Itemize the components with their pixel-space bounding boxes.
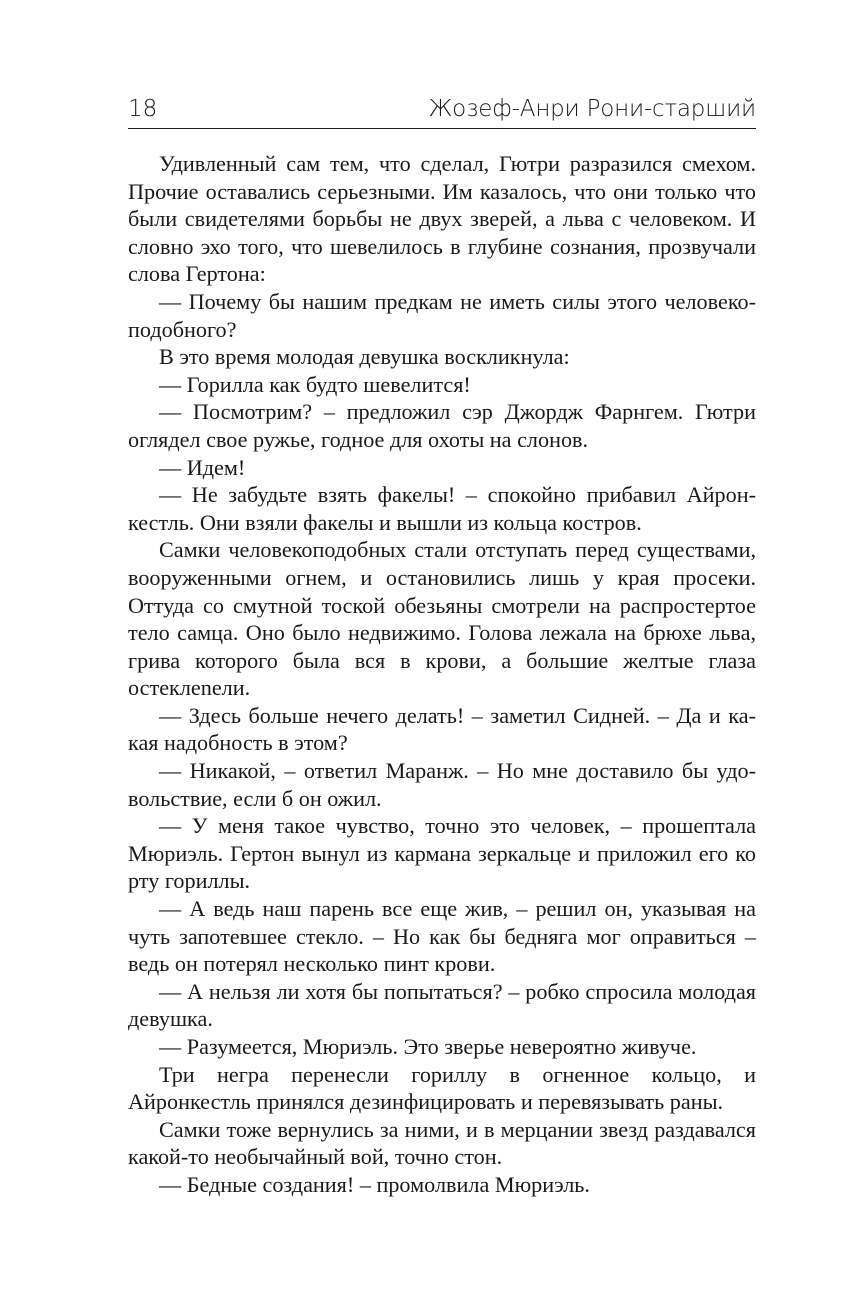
paragraph: В это время молодая девушка воскликнула: xyxy=(159,344,570,370)
text-body xyxy=(128,150,756,1199)
paragraph: — Не забудьте взять факелы! – спокойно прибавил Айронкестль. Они взяли факелы и вышли из кольца костров. xyxy=(128,482,756,535)
paragraph: — Здесь больше нечего делать! – заметил Сидней. – Да и какая надобность в этом? xyxy=(128,702,756,756)
book-author: Жозеф-Анри Рони-старший xyxy=(428,96,756,122)
running-header xyxy=(128,90,756,129)
paragraph: Самки тоже вернулись за ними, и в мерцании звезд раздавался какой-то необычайный вой, точно стон. xyxy=(128,1116,756,1170)
paragraph: — А ведь наш парень все еще жив, – решил он, указывая на чуть запотевшее стекло. – Но как бы бедняга мог оправиться – ведь он потерял несколько пинт крови. xyxy=(128,896,756,977)
paragraph: — А нельзя ли хотя бы попытаться? – робко спросила молодая девушка. xyxy=(128,978,756,1032)
paragraph: — Почему бы нашим предкам не иметь силы этого человекоподобного? xyxy=(128,288,756,342)
paragraph: — Бедные создания! – промолвила Мюриэль. xyxy=(159,1171,590,1197)
paragraph: — Никакой, – ответил Маранж. – Но мне доставило бы удовольствие, если б он ожил. xyxy=(128,758,756,811)
paragraph: — Посмотрим? – предложил сэр Джордж Фарнгем. Гютри оглядел свое ружье, годное для охоты на слонов. xyxy=(128,399,756,452)
paragraph: — Горилла как будто шевелится! xyxy=(159,371,471,397)
paragraph: — У меня такое чувство, точно это человек, – прошептала Мюриэль. Гертон вынул из кармана зеркальце и приложил его ко рту гориллы. xyxy=(128,813,756,894)
paragraph: Удивленный сам тем, что сделал, Гютри разразился смехом. Прочие оставались серьезными. Им казалось, что они только что были свидетелями борьбы не двух зверей, а льва с человеком. И словно эхо того, что шевелилось в глубине сознания, прозвучали слова Гертона: xyxy=(128,151,756,287)
page-number: 18 xyxy=(128,96,158,122)
paragraph: Три негра перенесли гориллу в огненное кольцо, и Айронкестль принялся дезинфицировать и перевязывать раны. xyxy=(128,1061,756,1115)
paragraph: — Идем! xyxy=(159,454,246,480)
paragraph: — Разумеется, Мюриэль. Это зверье невероятно живуче. xyxy=(159,1034,697,1059)
paragraph: Самки человекоподобных стали отступать перед существами, вооруженными огнем, и остановились лишь у края просеки. Оттуда со смутной тоской обезьяны смотрели на распростертое тело самца. Оно было недвижимо. Голова лежала на брюхе льва, грива которого была вся в крови, а большие желтые глаза остеклenели. xyxy=(128,537,756,701)
